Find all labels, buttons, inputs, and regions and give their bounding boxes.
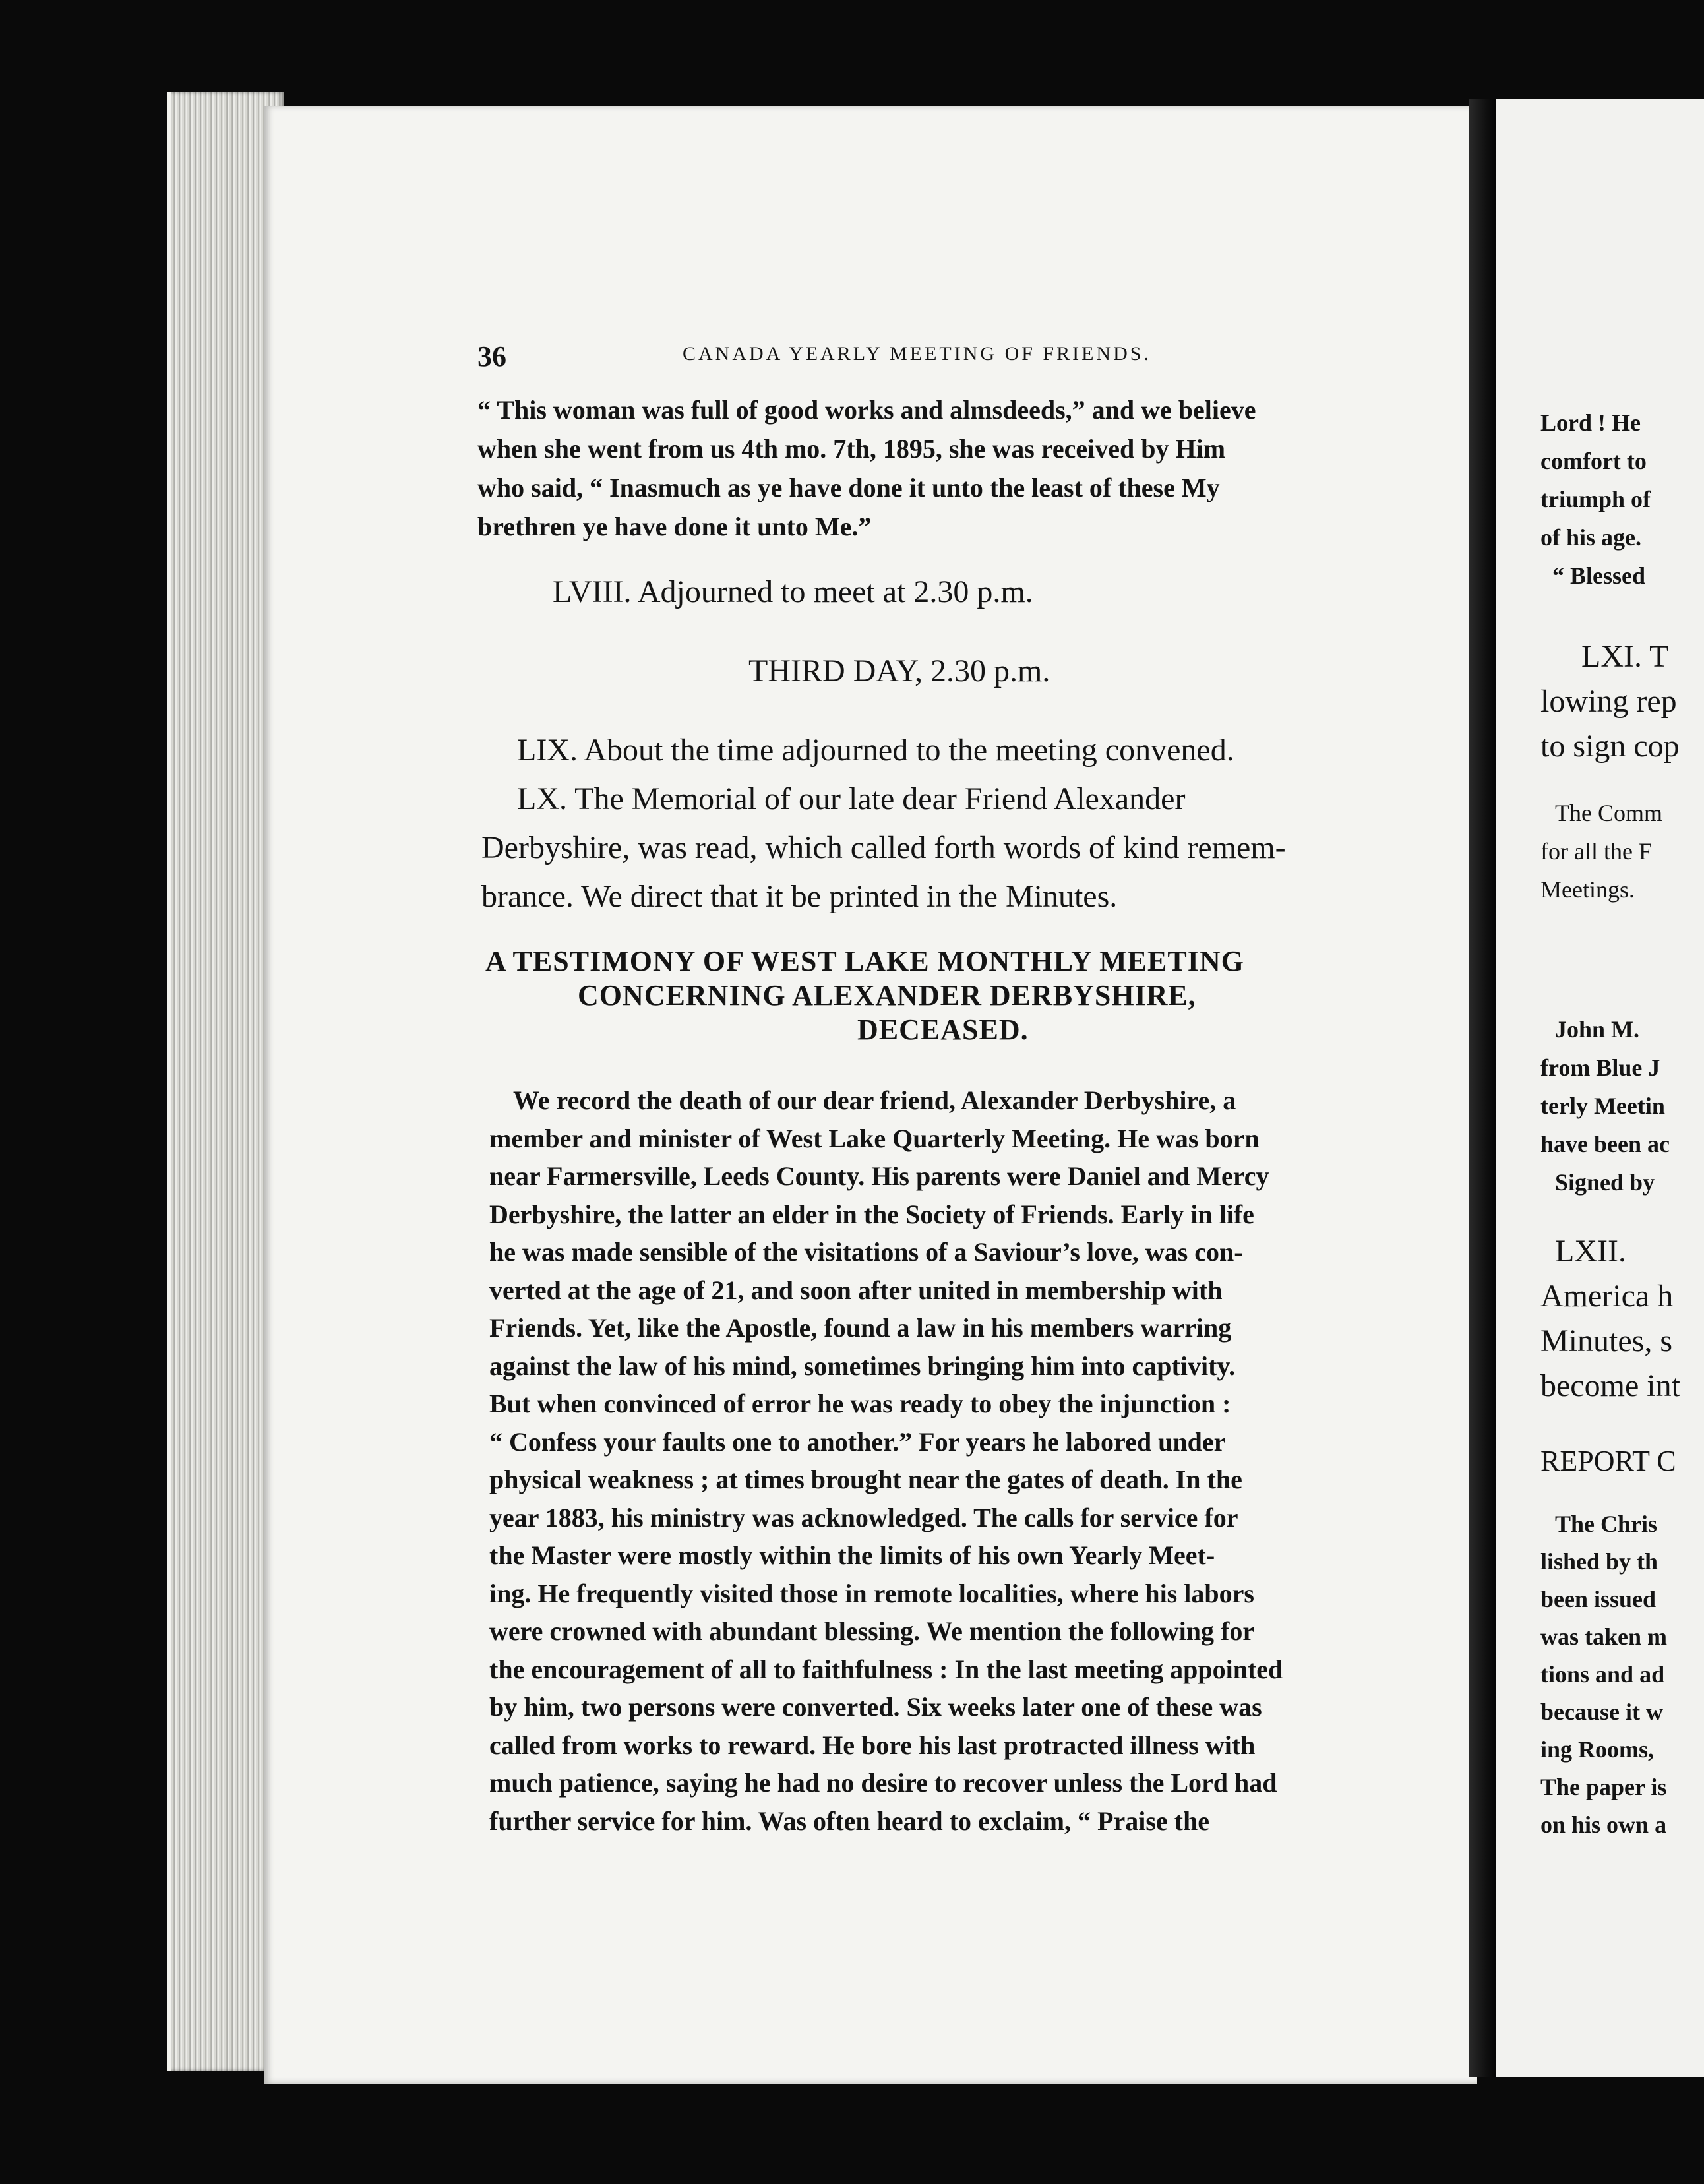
right-page-line: Signed by: [1555, 1169, 1655, 1196]
testimony-line: near Farmersville, Leeds County. His parents were Daniel and Mercy: [489, 1161, 1269, 1191]
right-page-line: lowing rep: [1540, 684, 1677, 719]
right-page-line: been issued: [1540, 1586, 1657, 1612]
right-page-line: Lord ! He: [1540, 410, 1641, 436]
right-page-line: The paper is: [1540, 1774, 1667, 1800]
right-page-line: John M.: [1555, 1016, 1640, 1043]
right-page-line: for all the F: [1540, 838, 1652, 864]
right-page-line: LXI. T: [1581, 639, 1669, 674]
testimony-line: the Master were mostly within the limits of his own Yearly Meet-: [489, 1540, 1215, 1570]
testimony-line: verted at the age of 21, and soon after united in membership with: [489, 1275, 1223, 1305]
testimony-line: called from works to reward. He bore his last protracted illness with: [489, 1730, 1256, 1760]
right-page-line: of his age.: [1540, 524, 1641, 551]
testimony-line: Friends. Yet, like the Apostle, found a law in his members warring: [489, 1313, 1232, 1343]
intro-line: brethren ye have done it unto Me.”: [477, 512, 872, 541]
testimony-line: by him, two persons were converted. Six weeks later one of these was: [489, 1692, 1262, 1722]
testimony-line: he was made sensible of the visitations of a Saviour’s love, was con-: [489, 1237, 1243, 1267]
testimony-line: We record the death of our dear friend, Alexander Derbyshire, a: [513, 1085, 1236, 1115]
testimony-line: against the law of his mind, sometimes bringing him into captivity.: [489, 1350, 1236, 1381]
minute-58: LVIII. Adjourned to meet at 2.30 p.m.: [553, 574, 1033, 609]
testimony-line: much patience, saying he had no desire to recover unless the Lord had: [489, 1768, 1277, 1798]
intro-line: when she went from us 4th mo. 7th, 1895, she was received by Him: [477, 434, 1226, 464]
testimony-line: member and minister of West Lake Quarterly Meeting. He was born: [489, 1123, 1260, 1153]
testimony-line: Derbyshire, the latter an elder in the Society of Friends. Early in life: [489, 1199, 1254, 1229]
testimony-line: year 1883, his ministry was acknowledged. The calls for service for: [489, 1502, 1238, 1532]
right-page-line: triumph of: [1540, 486, 1651, 512]
right-page-line: have been ac: [1540, 1131, 1670, 1157]
book-gutter: [1469, 99, 1496, 2077]
right-page-line: Minutes, s: [1540, 1323, 1673, 1358]
testimony-line: “ Confess your faults one to another.” For years he labored under: [489, 1426, 1226, 1457]
testimony-line: ing. He frequently visited those in remote localities, where his labors: [489, 1578, 1254, 1608]
right-page-line: comfort to: [1540, 448, 1647, 474]
right-page-line: The Comm: [1555, 800, 1662, 826]
right-page-line: because it w: [1540, 1699, 1663, 1725]
right-page-line: America h: [1540, 1279, 1674, 1314]
right-page: [1496, 99, 1704, 2077]
right-page-line: to sign cop: [1540, 729, 1680, 764]
page-number: 36: [477, 340, 506, 373]
testimony-line: further service for him. Was often heard to exclaim, “ Praise the: [489, 1805, 1209, 1836]
right-page-line: lished by th: [1540, 1548, 1658, 1575]
intro-line: who said, “ Inasmuch as ye have done it unto the least of these My: [477, 473, 1220, 502]
right-page-line: LXII.: [1555, 1234, 1626, 1269]
right-page-line: from Blue J: [1540, 1054, 1660, 1081]
running-head: CANADA YEARLY MEETING OF FRIENDS.: [683, 343, 1151, 365]
testimony-heading: A TESTIMONY OF WEST LAKE MONTHLY MEETING: [485, 945, 1244, 977]
right-page-line: ing Rooms,: [1540, 1736, 1655, 1763]
minute-60-line: brance. We direct that it be printed in the Minutes.: [481, 879, 1118, 914]
session-heading: THIRD DAY, 2.30 p.m.: [748, 653, 1050, 688]
right-page-line: Meetings.: [1540, 876, 1635, 903]
right-page-heading: REPORT C: [1540, 1445, 1676, 1477]
testimony-line: physical weakness ; at times brought near the gates of death. In the: [489, 1465, 1242, 1494]
minute-59: LIX. About the time adjourned to the meeting convened.: [517, 733, 1234, 768]
testimony-heading: CONCERNING ALEXANDER DERBYSHIRE,: [578, 979, 1196, 1012]
right-page-line: on his own a: [1540, 1811, 1667, 1838]
testimony-line: But when convinced of error he was ready to obey the injunction :: [489, 1389, 1231, 1418]
testimony-heading: DECEASED.: [857, 1014, 1029, 1046]
intro-line: “ This woman was full of good works and almsdeeds,” and we believe: [477, 395, 1256, 425]
minute-60-line: Derbyshire, was read, which called forth words of kind remem-: [481, 830, 1286, 865]
right-page-line: “ Blessed: [1552, 562, 1646, 589]
right-page-line: was taken m: [1540, 1623, 1668, 1650]
right-page-line: The Chris: [1555, 1511, 1658, 1537]
right-page-line: tions and ad: [1540, 1661, 1665, 1687]
testimony-line: the encouragement of all to faithfulness : In the last meeting appointed: [489, 1654, 1283, 1684]
minute-60-line: LX. The Memorial of our late dear Friend Alexander: [517, 781, 1186, 816]
right-page-line: become int: [1540, 1368, 1680, 1403]
right-page-line: terly Meetin: [1540, 1093, 1665, 1119]
testimony-line: were crowned with abundant blessing. We mention the following for: [489, 1616, 1255, 1646]
